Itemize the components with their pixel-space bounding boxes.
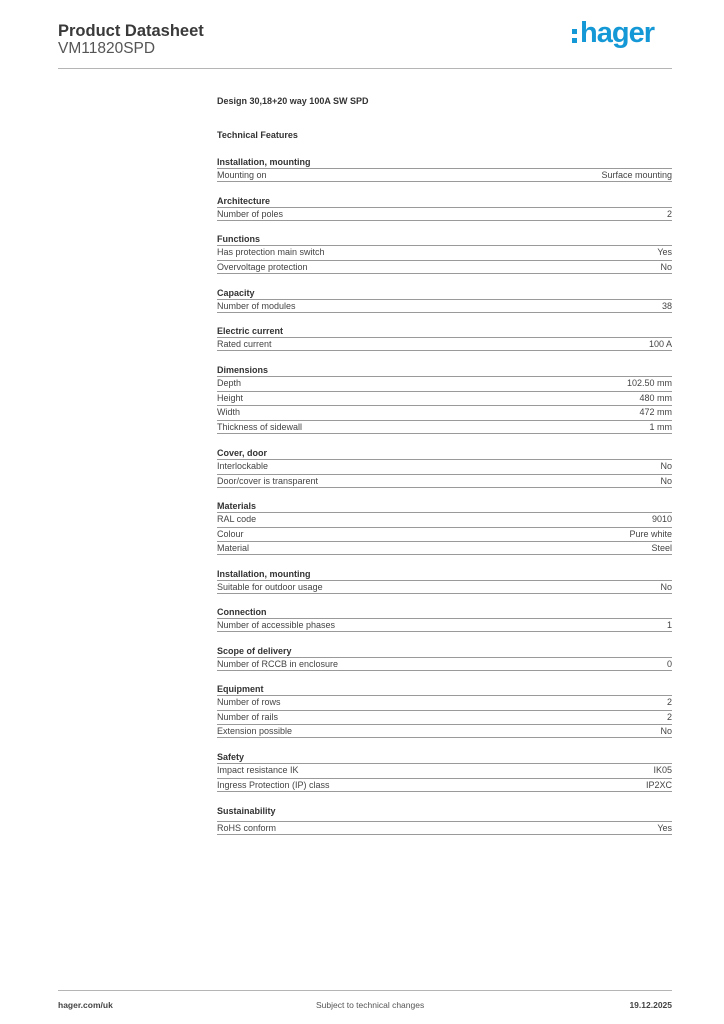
feature-row	[217, 778, 672, 792]
feature-value: IP2XC	[645, 779, 672, 790]
document-title: Product Datasheet	[58, 22, 204, 40]
feature-label: Door/cover is transparent	[217, 475, 319, 486]
feature-row	[217, 821, 672, 835]
feature-row	[217, 245, 672, 259]
group-title: Capacity	[217, 288, 255, 298]
feature-label: Material	[217, 543, 250, 553]
feature-row	[217, 763, 672, 777]
feature-label: Ingress Protection (IP) class	[217, 779, 330, 790]
feature-row	[217, 657, 672, 671]
feature-value: 1 mm	[649, 421, 672, 432]
feature-label: Number of rails	[217, 711, 279, 722]
feature-label: Impact resistance IK	[217, 765, 299, 775]
group-title: Electric current	[217, 326, 284, 336]
feature-label: Colour	[217, 528, 244, 539]
feature-row	[217, 260, 672, 274]
feature-label: Mounting on	[217, 170, 267, 180]
feature-row	[217, 710, 672, 724]
group-title: Cover, door	[217, 448, 268, 458]
feature-label: Overvoltage protection	[217, 261, 308, 272]
feature-value: 480 mm	[639, 392, 672, 403]
feature-label: Width	[217, 407, 241, 417]
feature-label: Extension possible	[217, 726, 293, 736]
group-title: Connection	[217, 607, 267, 617]
group-title: Safety	[217, 752, 245, 762]
group-title: Installation, mounting	[217, 157, 311, 167]
feature-row	[217, 391, 672, 405]
group-title: Architecture	[217, 196, 271, 206]
feature-row	[217, 695, 672, 709]
feature-row	[217, 459, 672, 473]
logo-wordmark: hager	[580, 17, 654, 49]
page-header	[58, 17, 672, 69]
feature-value: No	[660, 261, 672, 272]
feature-row	[217, 580, 672, 594]
hager-logo	[572, 18, 654, 48]
feature-row	[217, 724, 672, 738]
feature-row	[217, 168, 672, 182]
feature-value: 2	[666, 711, 672, 722]
feature-label: Rated current	[217, 339, 272, 349]
logo-dots-icon	[572, 29, 577, 43]
feature-value: 1	[666, 620, 672, 630]
footer-notice: Subject to technical changes	[316, 1000, 425, 1010]
feature-label: Number of rows	[217, 697, 281, 707]
group-title: Installation, mounting	[217, 569, 311, 579]
feature-value: Yes	[657, 247, 672, 257]
group-title: Scope of delivery	[217, 646, 292, 656]
feature-row	[217, 207, 672, 221]
feature-label: Thickness of sidewall	[217, 421, 303, 432]
footer-website: hager.com/uk	[58, 1000, 113, 1010]
feature-label: Height	[217, 392, 244, 403]
feature-value: No	[660, 461, 672, 471]
feature-value: 0	[666, 659, 672, 669]
group-title: Materials	[217, 501, 257, 511]
feature-label: Number of RCCB in enclosure	[217, 659, 339, 669]
feature-value: 2	[666, 697, 672, 707]
feature-value: 9010	[651, 514, 672, 524]
feature-value: Surface mounting	[601, 170, 672, 180]
feature-row	[217, 405, 672, 419]
feature-value: IK05	[653, 765, 672, 775]
feature-label: Suitable for outdoor usage	[217, 582, 323, 592]
feature-value: 102.50 mm	[626, 378, 672, 388]
feature-row	[217, 527, 672, 541]
product-code: VM11820SPD	[58, 40, 156, 57]
feature-row	[217, 474, 672, 488]
feature-label: Number of modules	[217, 301, 296, 311]
feature-row	[217, 337, 672, 351]
feature-value: 100 A	[648, 339, 672, 349]
feature-label: RoHS conform	[217, 823, 277, 833]
technical-features-heading: Technical Features	[217, 130, 298, 140]
feature-row	[217, 618, 672, 632]
feature-label: Number of accessible phases	[217, 620, 336, 630]
group-title: Dimensions	[217, 365, 269, 375]
feature-value: 472 mm	[639, 407, 672, 417]
feature-value: No	[660, 475, 672, 486]
page-footer	[58, 990, 672, 1016]
feature-row	[217, 420, 672, 434]
feature-value: 2	[666, 209, 672, 219]
feature-value: Pure white	[629, 528, 672, 539]
feature-label: Interlockable	[217, 461, 269, 471]
feature-row	[217, 512, 672, 526]
feature-label: Has protection main switch	[217, 247, 325, 257]
feature-value: No	[660, 582, 672, 592]
feature-label: Number of poles	[217, 209, 284, 219]
feature-row	[217, 541, 672, 555]
footer-date: 19.12.2025	[629, 1000, 672, 1010]
feature-value: 38	[661, 301, 672, 311]
feature-value: Steel	[651, 543, 672, 553]
feature-row	[217, 376, 672, 390]
feature-label: Depth	[217, 378, 242, 388]
product-description: Design 30,18+20 way 100A SW SPD	[217, 96, 369, 106]
group-title: Equipment	[217, 684, 264, 694]
feature-label: RAL code	[217, 514, 257, 524]
group-title: Sustainability	[217, 806, 276, 816]
group-title: Functions	[217, 234, 260, 244]
feature-value: Yes	[657, 823, 672, 833]
feature-row	[217, 299, 672, 313]
feature-value: No	[660, 726, 672, 736]
